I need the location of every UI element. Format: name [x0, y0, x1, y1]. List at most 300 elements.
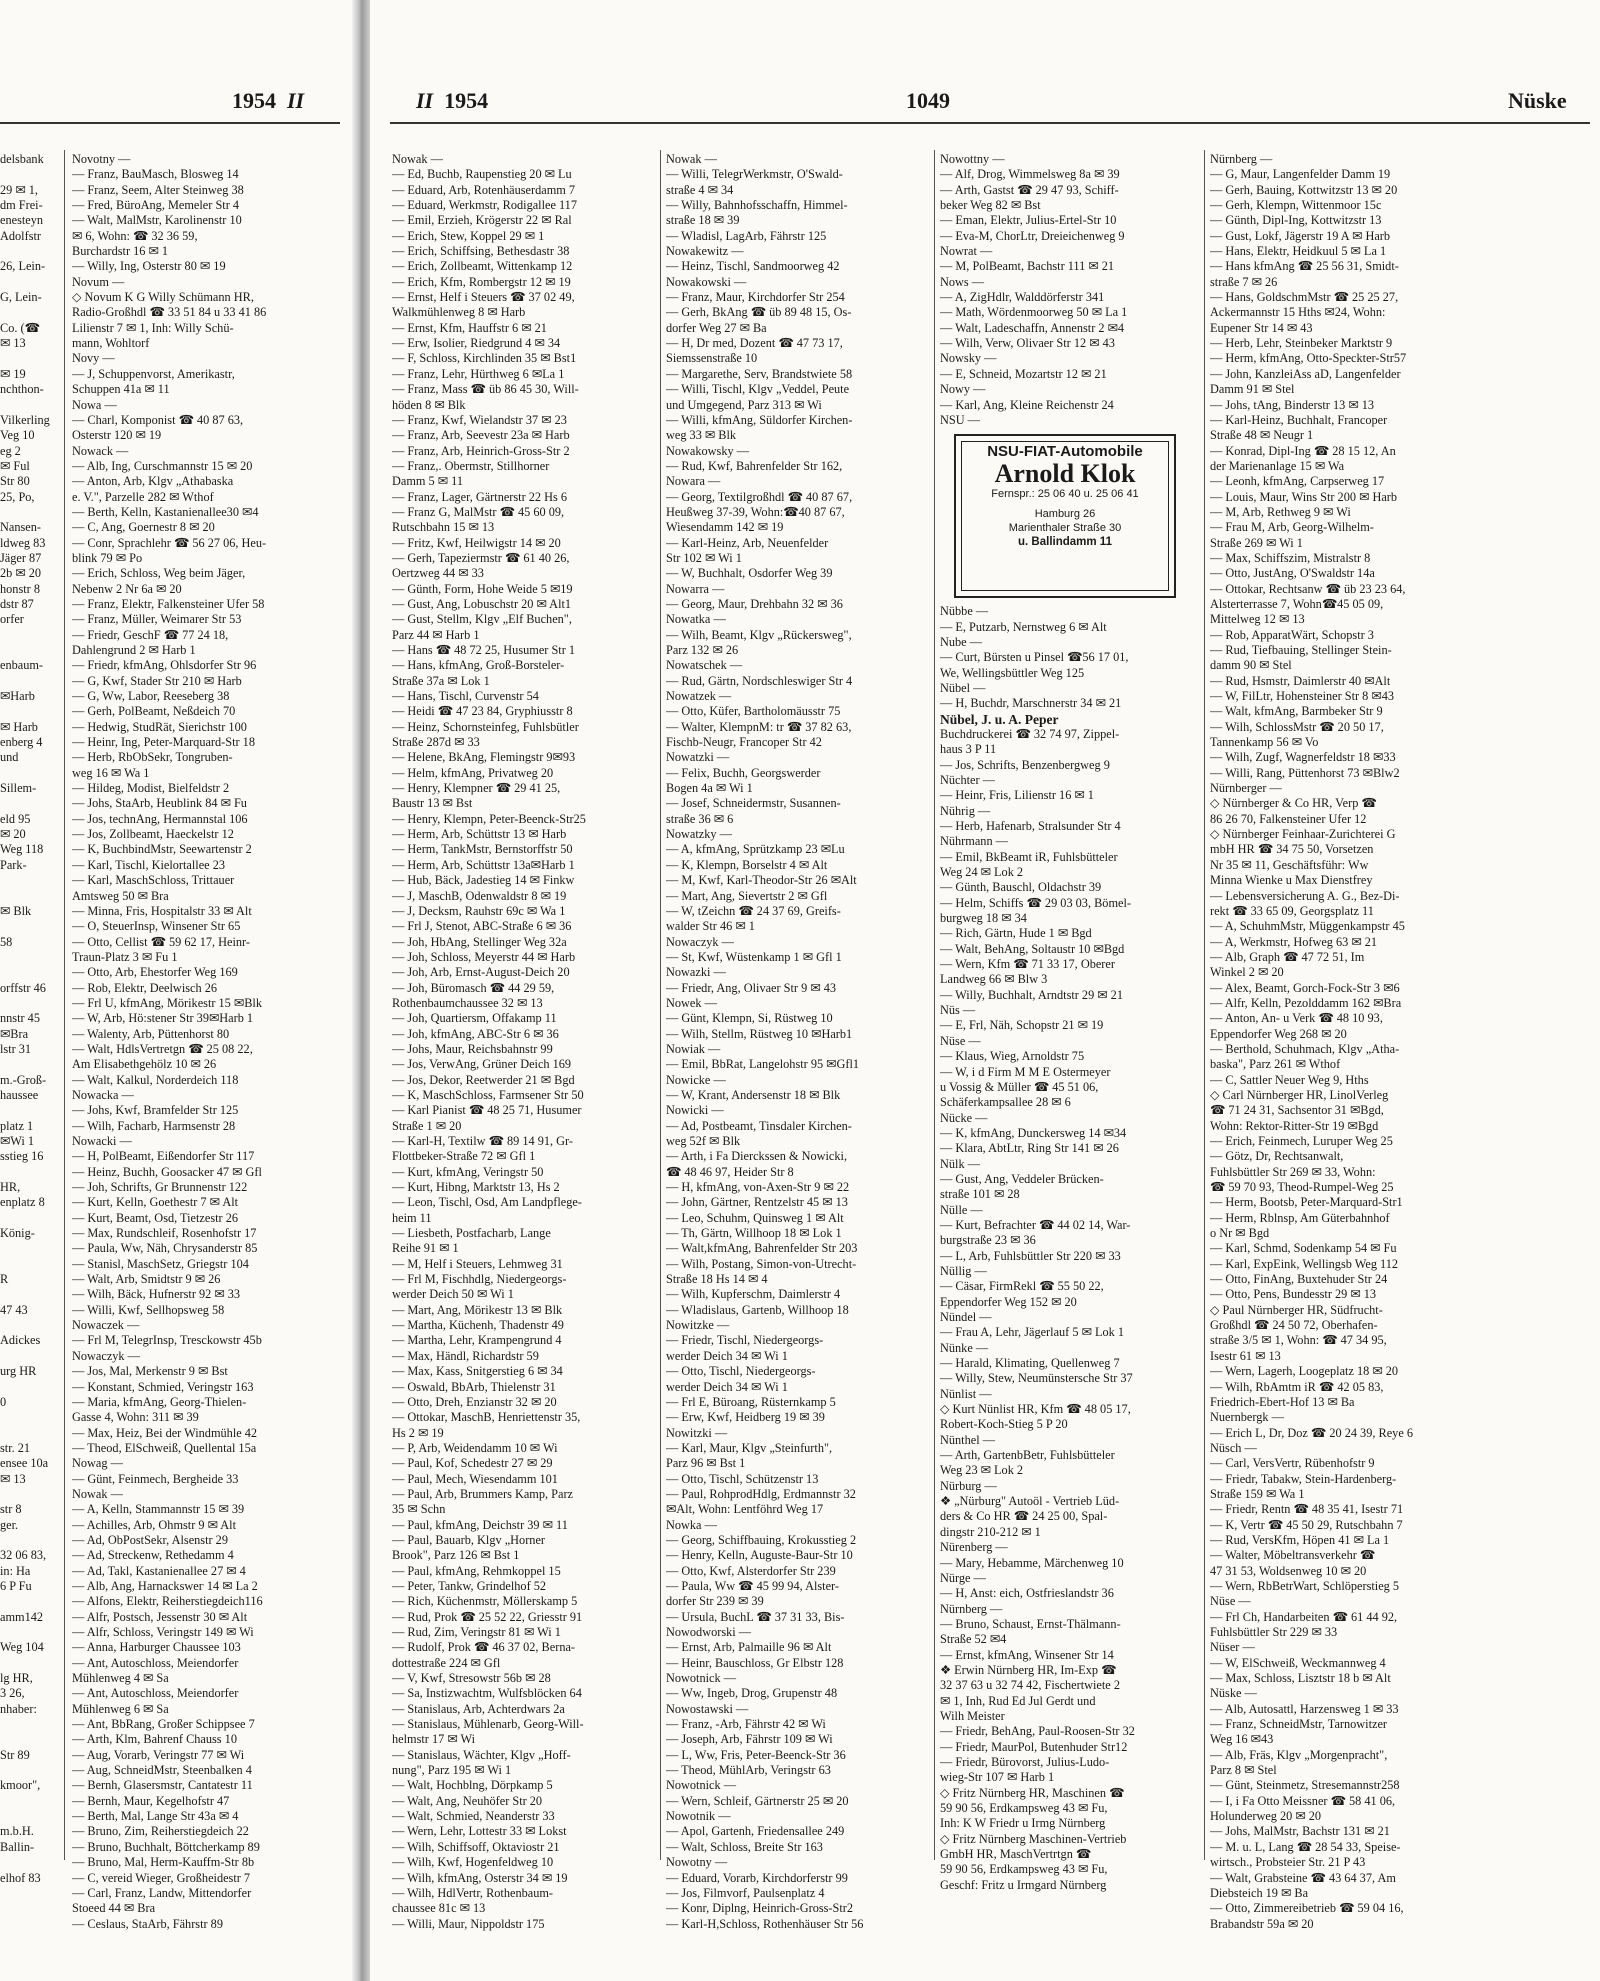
directory-entry-line: — Rich, Gärtn, Hude 1 ✉ Bgd: [940, 926, 1092, 941]
ad-phone: Fernspr.: 25 06 40 u. 25 06 41: [991, 487, 1139, 500]
directory-entry-line: — Jos, Schrifts, Benzenbergweg 9: [940, 757, 1110, 772]
directory-entry-line: 59 90 56, Erdkampsweg 43 ✉ Fu,: [940, 1801, 1108, 1815]
directory-entry-line: — Ant, Autoschloss, Meiendorfer: [72, 1686, 239, 1701]
directory-entry-line: ◇ Fritz Nürnberg Maschinen-Vertrieb: [940, 1831, 1127, 1846]
directory-entry-line: [0, 1241, 60, 1256]
directory-entry-line: 26, Lein-: [0, 259, 46, 274]
directory-entry-line: — Walt,kfmAng, Bahrenfelder Str 203: [666, 1241, 858, 1256]
directory-entry-line: Nowara —: [666, 474, 721, 489]
directory-entry-line: — Friedr, BehAng, Paul-Roosen-Str 32: [940, 1724, 1135, 1739]
directory-entry-line: — Günth, Form, Hohe Weide 5 ✉19: [392, 581, 573, 596]
directory-entry-line: — Frau M, Arb, Georg-Wilhelm-: [1210, 520, 1374, 535]
directory-entry-line: HR,: [0, 1180, 21, 1195]
directory-entry-line: — A, Werkmstr, Hofweg 63 ✉ 21: [1210, 934, 1378, 949]
directory-entry-line: — Walt, kfmAng, Barmbeker Str 9: [1210, 704, 1383, 719]
directory-entry-line: [0, 766, 60, 781]
directory-entry-line: — Günth, Bauschl, Oldachstr 39: [940, 880, 1102, 895]
directory-entry-line: Nowek —: [666, 995, 717, 1010]
directory-entry-line: Mittelweg 12 ✉ 13: [1210, 612, 1305, 627]
directory-entry-line: Damm 5 ✉ 11: [392, 474, 463, 489]
directory-entry-line: — Götz, Dr, Rechtsanwalt,: [1210, 1149, 1344, 1164]
directory-entry-line: 25, Po,: [0, 489, 35, 504]
directory-entry-line: — Hildeg, Modist, Bielfeldstr 2: [72, 781, 230, 796]
directory-entry-line: — Josef, Schneidermstr, Susannen-: [666, 796, 841, 811]
directory-entry-line: Nowatka —: [666, 612, 726, 627]
directory-entry-line: Nürburg —: [940, 1478, 997, 1493]
directory-entry-line: — Conr, Sprachlehr ☎ 56 27 06, Heu-: [72, 535, 267, 550]
directory-entry-line: — Jos, technAng, Hermannstal 106: [72, 811, 248, 826]
directory-entry-line: Isestr 61 ✉ 13: [1210, 1348, 1281, 1363]
directory-entry-line: — Stanislaus, Arb, Achterdwars 2a: [392, 1701, 565, 1716]
directory-entry-line: — J, MaschB, Odenwaldstr 8 ✉ 19: [392, 888, 567, 903]
directory-entry-line: — Hans, GoldschmMstr ☎ 25 25 27,: [1210, 290, 1399, 305]
directory-entry-line: Weg 24 ✉ Lok 2: [940, 865, 1024, 880]
directory-entry-line: — Rob, ApparatWärt, Schopstr 3: [1210, 627, 1374, 642]
directory-entry-line: — L, Arb, Fuhlsbüttler Str 220 ✉ 33: [940, 1248, 1121, 1263]
directory-entry-line: — Wilh, Bäck, Hufnerstr 92 ✉ 33: [72, 1287, 241, 1302]
directory-entry-line: — Wilh, Verw, Olivaer Str 12 ✉ 43: [940, 336, 1115, 351]
directory-entry-line: [0, 796, 60, 811]
directory-entry-line: weg 16 ✉ Wa 1: [72, 765, 150, 780]
directory-entry-line: — W, tZeichn ☎ 24 37 69, Greifs-: [666, 903, 841, 918]
directory-entry-line: — Konr, Diplng, Heinrich-Gross-Str2: [666, 1901, 854, 1916]
directory-entry-line: straße 101 ✉ 28: [940, 1187, 1020, 1202]
directory-entry-line: — Friedr, kfmAng, Ohlsdorfer Str 96: [72, 658, 257, 673]
directory-entry-line: Nowostawski —: [666, 1701, 749, 1716]
directory-entry-line: — Günt, Feinmech, Bergheide 33: [72, 1471, 239, 1486]
directory-entry-line: Park-: [0, 857, 27, 872]
directory-entry-line: [0, 1794, 60, 1809]
directory-entry-line: und: [0, 750, 19, 765]
directory-entry-line: — Herm, TankMstr, Bernstorffstr 50: [392, 842, 573, 857]
directory-entry-line: — Wilh, SchlossMstr ☎ 20 50 17,: [1210, 719, 1384, 734]
directory-entry-line: Nowy —: [940, 382, 986, 397]
directory-entry-line: platz 1: [0, 1118, 34, 1133]
directory-entry-line: — Curt, Bürsten u Pinsel ☎56 17 01,: [940, 650, 1129, 665]
directory-entry-line: — A, ZigHdlr, Walddörferstr 341: [940, 290, 1105, 305]
directory-entry-line: — Alfr, Postsch, Jessenstr 30 ✉ Alt: [72, 1609, 248, 1624]
directory-entry-line: 35 ✉ Schn: [392, 1502, 446, 1517]
directory-entry-line: Nowazki —: [666, 965, 726, 980]
directory-entry-line: — Harald, Klimating, Quellenweg 7: [940, 1356, 1120, 1371]
directory-entry-line: — Herm, Arb, Schüttstr 13a✉Harb 1: [392, 857, 575, 872]
directory-entry-line: — Cäsar, FirmRekl ☎ 55 50 22,: [940, 1279, 1104, 1294]
directory-entry-line: — Alfons, Elektr, Reiherstiegdeich116: [72, 1594, 263, 1609]
directory-entry-line: Nows —: [940, 274, 985, 289]
directory-entry-line: blink 79 ✉ Po: [72, 550, 143, 565]
directory-entry-line: — Ernst, Helf i Steuers ☎ 37 02 49,: [392, 290, 575, 305]
directory-entry-line: — Fritz, Kwf, Heilwigstr 14 ✉ 20: [392, 535, 561, 550]
directory-entry-line: Novotny —: [72, 152, 131, 166]
directory-entry-line: — Ottokar, Rechtsanw ☎ üb 23 23 64,: [1210, 581, 1406, 596]
directory-entry-line: — Jos, Dekor, Reetwerder 21 ✉ Bgd: [392, 1072, 575, 1087]
directory-entry-line: der Marienanlage 15 ✉ Wa: [1210, 458, 1345, 473]
ad-inner-border: [961, 441, 1169, 591]
directory-entry-line: ✉Wi 1: [0, 1134, 35, 1148]
directory-entry-line: — Arth, GartenbBetr, Fuhlsbütteler: [940, 1448, 1115, 1463]
directory-entry-line: — Herm, Bootsb, Peter-Marquard-Str1: [1210, 1195, 1403, 1210]
directory-entry-line: — G, Ww, Labor, Reeseberg 38: [72, 689, 230, 704]
directory-entry-line: — Paula, Ww ☎ 45 99 94, Alster-: [666, 1578, 839, 1593]
directory-entry-line: — Rud, Gärtn, Nordschleswiger Str 4: [666, 673, 853, 688]
directory-entry-line: — Klaus, Wieg, Arnoldstr 75: [940, 1049, 1085, 1064]
directory-entry-line: mbH HR ☎ 34 75 50, Vorsetzen: [1210, 842, 1374, 857]
directory-entry-line: — Friedr, Tabakw, Stein-Hardenberg-: [1210, 1471, 1397, 1486]
directory-entry-line: baska", Parz 261 ✉ Wthof: [1210, 1057, 1341, 1072]
directory-entry-line: Nr 35 ✉ 11, Geschäftsführ: Ww: [1210, 857, 1369, 872]
directory-entry-line: ◇ Nürnberger & Co HR, Verp ☎: [1210, 796, 1377, 811]
directory-entry-line: — Leo, Schuhm, Quinsweg 1 ✉ Alt: [666, 1210, 844, 1225]
directory-entry-line: ders & Co HR ☎ 24 25 00, Spal-: [940, 1509, 1108, 1524]
directory-entry-line: — Otto, Küfer, Bartholomäusstr 75: [666, 704, 841, 719]
directory-entry-line: — Johs, Kwf, Bramfelder Str 125: [72, 1103, 239, 1118]
directory-entry-line: Str 102 ✉ Wi 1: [666, 550, 742, 565]
directory-entry-line: lstr 31: [0, 1041, 32, 1056]
directory-entry-line: — Wilh, RbAmtm iR ☎ 42 05 83,: [1210, 1379, 1384, 1394]
directory-entry-line: Nübel —: [940, 680, 986, 695]
directory-entry-line: Straße 287d ✉ 33: [392, 735, 480, 750]
directory-entry-line: 0: [0, 1394, 7, 1409]
directory-entry-line: dstr 87: [0, 596, 34, 611]
directory-entry-line: — Kurt, Befrachter ☎ 44 02 14, War-: [940, 1217, 1131, 1232]
listing-column-4-top: [940, 152, 1202, 428]
directory-entry-line: — Walt, Ang, Neuhöfer Str 20: [392, 1793, 543, 1808]
directory-entry-line: 6 P Fu: [0, 1578, 32, 1593]
directory-entry-line: Straße 1 ✉ 20: [392, 1118, 462, 1133]
directory-entry-line: Nube —: [940, 634, 983, 649]
directory-entry-line: — Karl-H, Textilw ☎ 89 14 91, Gr-: [392, 1134, 573, 1148]
directory-entry-line: Straße 52 ✉4: [940, 1632, 1007, 1647]
directory-entry-line: in: Ha: [0, 1563, 31, 1578]
directory-entry-line: — Erw, Kwf, Heidberg 19 ✉ 39: [666, 1410, 825, 1425]
directory-entry-line: Weg 16 ✉43: [1210, 1732, 1274, 1747]
directory-entry-line: — Helm, kfmAng, Privatweg 20: [392, 765, 554, 780]
directory-entry-line: — Erich, Schiffsing, Bethesdastr 38: [392, 244, 570, 259]
directory-entry-line: enplatz 8: [0, 1195, 45, 1210]
directory-entry-line: [0, 398, 60, 413]
left-page-listing-column: [72, 152, 350, 1932]
directory-entry-line: ✉Alt, Wohn: Lentföhrd Weg 17: [666, 1502, 824, 1517]
directory-entry-line: — Margarethe, Serv, Brandstwiete 58: [666, 366, 853, 381]
directory-entry-line: Baustr 13 ✉ Bst: [392, 796, 473, 811]
directory-entry-line: Eppendorfer Weg 152 ✉ 20: [940, 1294, 1077, 1309]
directory-entry-line: — Oswald, BbArb, Thielenstr 31: [392, 1379, 556, 1394]
directory-entry-line: ensee 10a: [0, 1456, 49, 1471]
directory-entry-line: — K, BuchbindMstr, Seewartenstr 2: [72, 842, 252, 857]
directory-entry-line: enesteyn: [0, 213, 44, 228]
directory-entry-line: — Willi, Tischl, Klgv „Veddel, Peute: [666, 382, 850, 397]
directory-entry-line: — Joh, Büromasch ☎ 44 29 59,: [392, 980, 555, 995]
directory-entry-line: — Frl E, Büroang, Rüsternkamp 5: [666, 1394, 836, 1409]
directory-entry-line: — Jos, Mal, Merkenstr 9 ✉ Bst: [72, 1364, 228, 1379]
directory-entry-line: helmstr 17 ✉ Wi: [392, 1732, 476, 1747]
directory-entry-line: — Anna, Harburger Chaussee 103: [72, 1640, 241, 1655]
directory-entry-line: straße 36 ✉ 6: [666, 811, 734, 826]
directory-entry-line: — A, Kelln, Stammannstr 15 ✉ 39: [72, 1502, 245, 1517]
directory-entry-line: — Jos, Filmvorf, Paulsenplatz 4: [666, 1885, 825, 1900]
directory-entry-line: — J, Schuppenvorst, Amerikastr,: [72, 366, 235, 381]
directory-entry-line: ✉Harb: [0, 689, 35, 704]
directory-entry-line: amm142: [0, 1609, 44, 1624]
directory-entry-line: — Kurt, Beamt, Osd, Tietzestr 26: [72, 1210, 239, 1225]
directory-entry-line: ✉ 6, Wohn: ☎ 32 36 59,: [72, 228, 198, 243]
directory-entry-line: — Heinz, Schornsteinfeg, Fuhlsbütler: [392, 719, 579, 734]
directory-entry-line: — Frl U, kfmAng, Mörikestr 15 ✉Blk: [72, 995, 262, 1010]
directory-entry-line: — Ad, Takl, Kastanienallee 27 ✉ 4: [72, 1563, 246, 1578]
directory-entry-line: — J, Decksm, Rauhstr 69c ✉ Wa 1: [392, 903, 566, 918]
directory-entry-line: Nowotnick —: [666, 1671, 737, 1686]
directory-entry-line: — Franz, Müller, Weimarer Str 53: [72, 612, 242, 627]
directory-entry-line: straße 18 ✉ 39: [666, 213, 740, 228]
directory-entry-line: Nührig —: [940, 803, 991, 818]
directory-entry-line: — Frau A, Lehr, Jägerlauf 5 ✉ Lok 1: [940, 1325, 1124, 1340]
directory-entry-line: — Gerh, Bauing, Kottwitzstr 13 ✉ 20: [1210, 182, 1398, 197]
directory-entry-line: Nürnberg —: [940, 1601, 1003, 1616]
directory-entry-line: — Hub, Bäck, Jadestieg 14 ✉ Finkw: [392, 873, 575, 888]
left-page-edge-column: [0, 152, 60, 1886]
directory-entry-line: — C, Ang, Goernestr 8 ✉ 20: [72, 520, 215, 535]
directory-entry-line: Minna Wienke u Max Dienstfrey: [1210, 873, 1373, 888]
directory-entry-line: — Wern, Lagerh, Loogeplatz 18 ✉ 20: [1210, 1364, 1399, 1379]
directory-entry-line: — Helm, Schiffs ☎ 29 03 03, Bömel-: [940, 895, 1131, 910]
directory-entry-line: — Georg, Maur, Drehbahn 32 ✉ 36: [666, 596, 843, 611]
directory-entry-line: Nowatschek —: [666, 658, 743, 673]
directory-entry-line: Nansen-: [0, 520, 41, 535]
directory-entry-line: — Karl, MaschSchloss, Trittauer: [72, 873, 235, 888]
directory-entry-line: Nowodworski —: [666, 1625, 752, 1639]
directory-entry-line: — Joh, Quartiersm, Offakamp 11: [392, 1011, 557, 1026]
directory-entry-line: — Frl M, Fischhdlg, Niedergeorgs-: [392, 1272, 567, 1287]
directory-entry-line: — Johs, MalMstr, Bachstr 131 ✉ 21: [1210, 1824, 1390, 1839]
ad-address-1: Hamburg 26: [1034, 507, 1096, 520]
directory-entry-line: — P, Arb, Weidendamm 10 ✉ Wi: [392, 1440, 558, 1455]
directory-entry-line: — Karl Pianist ☎ 48 25 71, Husumer: [392, 1103, 582, 1118]
directory-entry-line: — Ed, Buchb, Raupenstieg 20 ✉ Lu: [392, 167, 572, 182]
directory-entry-line: — Konstant, Schmied, Veringstr 163: [72, 1379, 254, 1394]
directory-entry-line: — Ant, Autoschloss, Meiendorfer: [72, 1655, 239, 1670]
left-page-header: [232, 88, 304, 114]
directory-entry-line: Nowitzke —: [666, 1318, 730, 1333]
directory-entry-line: — John, Gärtner, Rentzelstr 45 ✉ 13: [666, 1195, 848, 1210]
directory-entry-line: [0, 1426, 60, 1441]
directory-entry-line: — Franz, SchneidMstr, Tarnowitzer: [1210, 1717, 1388, 1732]
directory-entry-line: — Walt, Hochblng, Dörpkamp 5: [392, 1778, 553, 1793]
directory-entry-line: [0, 505, 60, 520]
directory-entry-line: — Louis, Maur, Wins Str 200 ✉ Harb: [1210, 489, 1398, 504]
directory-entry-line: ❖ Erwin Nürnberg HR, Im-Exp ☎: [940, 1662, 1117, 1677]
directory-entry-line: — Paul, kfmAng, Rehmkoppel 15: [392, 1563, 561, 1578]
directory-entry-line: höden 8 ✉ Blk: [392, 397, 466, 412]
directory-entry-line: — Herb, Lehr, Steinbeker Marktstr 9: [1210, 336, 1393, 351]
directory-entry-line: Nowarra —: [666, 581, 725, 596]
directory-entry-line: Nowak —: [72, 1486, 123, 1501]
directory-entry-line: — Walter, Möbeltransverkehr ☎: [1210, 1548, 1376, 1563]
directory-entry-line: — Max, Heiz, Bei der Windmühle 42: [72, 1425, 258, 1440]
directory-entry-line: — Rud, VersKfm, Höpen 41 ✉ La 1: [1210, 1532, 1390, 1547]
directory-entry-line: Parz 96 ✉ Bst 1: [666, 1456, 746, 1471]
directory-entry-line: — Frl J, Stenot, ABC-Straße 6 ✉ 36: [392, 919, 572, 934]
directory-entry-line: — Martha, Lehr, Krampengrund 4: [392, 1333, 562, 1348]
directory-entry-line: — Paula, Ww, Näh, Chrysanderstr 85: [72, 1241, 258, 1256]
directory-entry-line: Nührmann —: [940, 834, 1008, 849]
directory-entry-line: Nowacka —: [72, 1087, 134, 1102]
directory-entry-line: [0, 1594, 60, 1609]
directory-entry-line: 47 31 53, Woldsenweg 10 ✉ 20: [1210, 1563, 1367, 1578]
ad-address-2: Marienthaler Straße 30: [1008, 521, 1122, 534]
directory-entry-line: Amtsweg 50 ✉ Bra: [72, 888, 169, 903]
directory-entry-line: — Paul, Arb, Brummers Kamp, Parz: [392, 1486, 574, 1501]
directory-entry-line: — Eduard, Vorarb, Kirchdorferstr 99: [666, 1870, 848, 1885]
directory-entry-line: Nowaczyk —: [72, 1348, 140, 1363]
directory-entry-line: Nowakewitz —: [666, 244, 744, 259]
directory-entry-line: — M, Helf i Steuers, Lehmweg 31: [392, 1256, 563, 1271]
directory-entry-line: — O, SteuerInsp, Winsener Str 65: [72, 919, 241, 934]
directory-entry-line: — Max, Schiffszim, Mistralstr 8: [1210, 550, 1371, 565]
directory-entry-line: — Wilh, Facharb, Harmsenstr 28: [72, 1118, 236, 1133]
directory-entry-line: weg 52f ✉ Blk: [666, 1134, 741, 1148]
directory-entry-line: Nowicke —: [666, 1072, 726, 1087]
directory-entry-line: — Emil, BbRat, Langelohstr 95 ✉Gfl1: [666, 1057, 860, 1072]
directory-entry-line: [0, 1380, 60, 1395]
directory-entry-line: Schäferkampsallee 28 ✉ 6: [940, 1095, 1071, 1110]
directory-entry-line: — Frl Ch, Handarbeiten ☎ 61 44 92,: [1210, 1609, 1398, 1624]
directory-entry-line: Straße 159 ✉ Wa 1: [1210, 1486, 1305, 1501]
directory-entry-line: damm 90 ✉ Stel: [1210, 658, 1292, 673]
directory-entry-line: 32 06 83,: [0, 1548, 47, 1563]
directory-entry-line: Hs 2 ✉ 19: [392, 1425, 444, 1440]
directory-entry-line: — Jos, VerwAng, Grüner Deich 169: [392, 1057, 572, 1072]
directory-entry-line: — Alb, Ang, Harnackswег 14 ✉ La 2: [72, 1578, 258, 1593]
directory-entry-line: — Rob, Elektr, Deelwisch 26: [72, 980, 217, 995]
right-page-year: 1954: [444, 88, 489, 113]
directory-entry-line: — Ernst, Arb, Palmaille 96 ✉ Alt: [666, 1640, 832, 1655]
directory-entry-line: ✉ Blk: [0, 903, 32, 918]
directory-entry-line: Mühlenweg 4 ✉ Sa: [72, 1671, 169, 1686]
directory-entry-line: 32 37 63 u 32 74 42, Fischertwiete 2: [940, 1678, 1120, 1693]
directory-entry-line: chaussee 81c ✉ 13: [392, 1901, 486, 1916]
directory-entry-line: — Henry, Kelln, Auguste-Baur-Str 10: [666, 1548, 853, 1563]
directory-entry-line: — Th, Gärtn, Willhoop 18 ✉ Lok 1: [666, 1226, 842, 1241]
directory-entry-line: — Walt, Schloss, Breite Str 163: [666, 1839, 823, 1854]
directory-entry-line: — Willy, Ing, Osterstr 80 ✉ 19: [72, 259, 226, 274]
directory-entry-line: str 8: [0, 1502, 22, 1517]
directory-entry-line: — Friedr, Rentn ☎ 48 35 41, Isestr 71: [1210, 1502, 1404, 1517]
directory-entry-line: — Joh, Arb, Ernst-August-Deich 20: [392, 965, 570, 980]
directory-entry-line: walder Str 46 ✉ 1: [666, 919, 755, 934]
directory-entry-line: [0, 704, 60, 719]
directory-entry-line: Nowack —: [72, 443, 129, 458]
directory-entry-line: — Arth, i Fa Dierckssen & Nowicki,: [666, 1149, 848, 1164]
directory-entry-line: [0, 1625, 60, 1640]
directory-entry-line: Nürenberg —: [940, 1540, 1008, 1555]
directory-entry-line: ldweg 83: [0, 535, 46, 550]
directory-entry-line: Wohn: Rektor-Ritter-Str 19 ✉Bgd: [1210, 1118, 1379, 1133]
directory-entry-line: R: [0, 1272, 9, 1287]
directory-entry-line: — Otto, Cellist ☎ 59 62 17, Heinr-: [72, 934, 250, 949]
directory-entry-line: — Willi, Kwf, Sellhopsweg 58: [72, 1302, 225, 1317]
directory-entry-line: 86 26 70, Falkensteiner Ufer 12: [1210, 811, 1367, 826]
directory-entry-line: Brabandstr 59a ✉ 20: [1210, 1916, 1314, 1931]
directory-entry-line: [0, 167, 60, 182]
directory-entry-line: We, Wellingsbüttler Weg 125: [940, 665, 1085, 680]
directory-entry-line: weg 33 ✉ Blk: [666, 428, 737, 443]
directory-entry-line: Weg 118: [0, 842, 44, 857]
directory-entry-line: Nüse —: [1210, 1594, 1251, 1609]
directory-entry-line: [0, 1656, 60, 1671]
directory-entry-line: — Gust, Ang, Lobuschstr 20 ✉ Alt1: [392, 596, 572, 611]
directory-entry-line: — Paul, Mech, Wiesendamm 101: [392, 1471, 558, 1486]
directory-entry-line: 47 43: [0, 1302, 28, 1317]
directory-entry-line: — Bruno, Mal, Herm-Kauffm-Str 8b: [72, 1855, 255, 1870]
directory-entry-line: Novy —: [72, 351, 115, 366]
directory-entry-line: Nüse —: [940, 1033, 981, 1048]
directory-entry-line: Nowaczek —: [72, 1318, 140, 1333]
directory-entry-line: Nünke —: [940, 1340, 989, 1355]
directory-entry-line: mann, Wohltorf: [72, 336, 150, 351]
directory-entry-line: Mühlenweg 6 ✉ Sa: [72, 1701, 169, 1716]
directory-entry-line: — Otto, Tischl, Schützenstr 13: [666, 1471, 819, 1486]
directory-entry-line: — Wilh, HdlVertr, Rothenbaum-: [392, 1885, 554, 1900]
directory-entry-line: — Rud, Tiefbauing, Stellinger Stein-: [1210, 643, 1392, 657]
directory-entry-line: — Wladisl, LagArb, Fährstr 125: [666, 228, 827, 243]
directory-entry-line: — Wilh, Postang, Simon-von-Utrecht-: [666, 1256, 857, 1271]
directory-entry-line: — Willy, Stew, Neumünstersche Str 37: [940, 1371, 1133, 1386]
directory-entry-line: straße 7 ✉ 26: [1210, 274, 1278, 289]
directory-entry-line: [0, 1855, 60, 1870]
directory-entry-line: wieg-Str 107 ✉ Harb 1: [940, 1770, 1055, 1785]
directory-entry-line: Nünlist —: [940, 1386, 992, 1401]
directory-entry-line: — Günth, Dipl-Ing, Kottwitzstr 13: [1210, 213, 1382, 228]
directory-entry-line: ✉ 20: [0, 827, 26, 842]
directory-entry-line: Nowa —: [72, 397, 117, 412]
directory-entry-line: — K, Vertr ☎ 45 50 29, Rutschbahn 7: [1210, 1517, 1403, 1532]
directory-entry-line: — Herm, kfmAng, Otto-Speckter-Str57: [1210, 351, 1407, 366]
directory-entry-line: ☎ 71 24 31, Sachsentor 31 ✉Bgd,: [1210, 1103, 1384, 1118]
directory-entry-line: — Otto, Dreh, Enzianstr 32 ✉ 20: [392, 1394, 557, 1409]
left-header-rule: [0, 122, 340, 124]
left-page: [0, 0, 352, 1981]
directory-entry-line: — Emil, BkBeamt iR, Fuhlsbütteler: [940, 849, 1118, 864]
directory-entry-line: — K, MaschSchloss, Farmsener Str 50: [392, 1087, 584, 1102]
directory-entry-line: Winkel 2 ✉ 20: [1210, 965, 1284, 980]
directory-entry-line: — Maria, kfmAng, Georg-Thielen-: [72, 1394, 247, 1409]
directory-entry-line: Nowicki —: [666, 1103, 724, 1118]
directory-entry-line: — A, kfmAng, Sprützkamp 23 ✉Lu: [666, 842, 845, 857]
directory-entry-line: — Alb, Fräs, Klgv „Morgenpracht",: [1210, 1747, 1388, 1762]
directory-entry-line: — Math, Wördenmoorweg 50 ✉ La 1: [940, 305, 1128, 320]
directory-entry-line: — Kurt, kfmAng, Veringstr 50: [392, 1164, 544, 1179]
directory-entry-line: Am Elisabethgehölz 10 ✉ 26: [72, 1057, 217, 1072]
directory-entry-line: — Eman, Elektr, Julius-Ertel-Str 10: [940, 213, 1117, 228]
directory-entry-line: Diebsteich 19 ✉ Ba: [1210, 1885, 1309, 1900]
directory-entry-line: [0, 1287, 60, 1302]
directory-entry-line: [0, 628, 60, 643]
directory-entry-line: Novum —: [72, 274, 125, 289]
directory-entry-line: — Felix, Buchh, Georgswerder: [666, 765, 821, 780]
directory-entry-line: — Jos, Zollbeamt, Haeckelstr 12: [72, 827, 234, 842]
directory-entry-line: Nülle —: [940, 1202, 983, 1217]
directory-entry-line: Nowka —: [666, 1517, 717, 1532]
directory-entry-line: [0, 1165, 60, 1180]
directory-entry-line: — Otto, Arb, Ehestorfer Weg 169: [72, 965, 238, 980]
directory-entry-line: — Karl, ExpEink, Wellingsb Weg 112: [1210, 1256, 1399, 1271]
directory-entry-line: — Franz, -Arb, Fährstr 42 ✉ Wi: [666, 1717, 826, 1732]
directory-entry-line: ◇ Fritz Nürnberg HR, Maschinen ☎: [940, 1785, 1125, 1800]
directory-entry-line: Nürnberg —: [1210, 152, 1273, 166]
directory-entry-line: — Anton, An- u Verk ☎ 48 10 93,: [1210, 1011, 1383, 1026]
directory-entry-line: — Friedr, GeschF ☎ 77 24 18,: [72, 627, 229, 642]
directory-entry-line: — Wilh, kfmAng, Osterstr 34 ✉ 19: [392, 1870, 568, 1885]
